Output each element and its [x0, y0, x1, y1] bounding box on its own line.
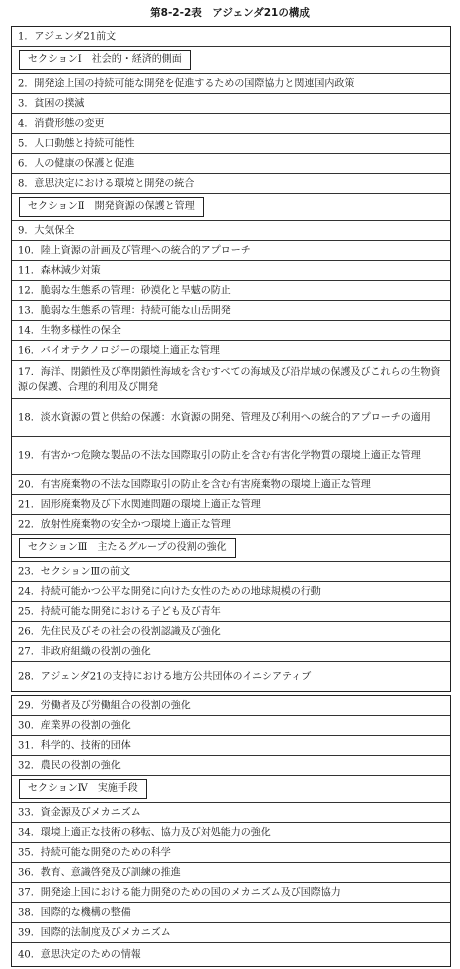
table-row — [12, 642, 450, 662]
table-row — [12, 241, 450, 261]
chapter-label: 2．開発途上国の持続可能な開発を促進するための国際協力と関連国内政策 — [18, 78, 355, 89]
table-row — [12, 943, 450, 966]
chapter-label: 25．持続可能な開発における子ども及び青年 — [18, 606, 221, 617]
chapter-label: 39．国際的法制度及びメカニズム — [18, 927, 171, 938]
section-header-row — [12, 47, 450, 74]
chapter-label: 18．淡水資源の質と供給の保護：水資源の開発、管理及び利用への統合的アプローチの適用 — [18, 412, 431, 423]
table-row — [12, 281, 450, 301]
chapter-label: 4．消費形態の変更 — [18, 118, 105, 129]
agenda-table-part-1 — [11, 26, 451, 692]
table-row — [12, 883, 450, 903]
table-row — [12, 437, 450, 475]
chapter-label: 30．産業界の役割の強化 — [18, 720, 131, 731]
section-header-label: セクションⅢ 主たるグループの役割の強化 — [19, 538, 236, 558]
table-row — [12, 823, 450, 843]
chapter-label: 11．森林減少対策 — [18, 265, 101, 276]
chapter-label: 23．セクションⅢの前文 — [18, 566, 131, 577]
table-row — [12, 261, 450, 281]
table-row — [12, 399, 450, 437]
table-row — [12, 475, 450, 495]
chapter-label: 24．持続可能かつ公平な開発に向けた女性のための地球規模の行動 — [18, 586, 321, 597]
table-row — [12, 843, 450, 863]
table-row — [12, 562, 450, 582]
section-header-label: セクションⅣ 実施手段 — [19, 779, 147, 799]
table-title: 第8-2-2表 アジェンダ21の構成 — [150, 7, 310, 19]
table-row — [12, 736, 450, 756]
chapter-label: 16．バイオテクノロジーの環境上適正な管理 — [18, 345, 220, 356]
chapter-label: 8．意思決定における環境と開発の統合 — [18, 178, 195, 189]
chapter-label: 26．先住民及びその社会の役割認識及び強化 — [18, 626, 221, 637]
chapter-label: 36．教育、意識啓発及び訓練の推進 — [18, 867, 181, 878]
table-row — [12, 515, 450, 535]
chapter-label: 40．意思決定のための情報 — [18, 949, 141, 960]
chapter-label: 32．農民の役割の強化 — [18, 760, 121, 771]
table-row — [12, 134, 450, 154]
table-row — [12, 94, 450, 114]
chapter-label: 22．放射性廃棄物の安全かつ環境上適正な管理 — [18, 519, 231, 530]
chapter-label: 38．国際的な機構の整備 — [18, 907, 131, 918]
table-row — [12, 154, 450, 174]
table-row — [12, 221, 450, 241]
table-row — [12, 696, 450, 716]
chapter-label: 5．人口動態と持続可能性 — [18, 138, 135, 149]
chapter-label: 33．資金源及びメカニズム — [18, 807, 141, 818]
table-row — [12, 174, 450, 194]
chapter-label: 14．生物多様性の保全 — [18, 325, 121, 336]
table-row — [12, 756, 450, 776]
chapter-label: 3．貧困の撲滅 — [18, 98, 85, 109]
chapter-label: 12．脆弱な生態系の管理：砂漠化と旱魃の防止 — [18, 285, 231, 296]
section-header-row — [12, 194, 450, 221]
table-row — [12, 622, 450, 642]
chapter-label: 31．科学的、技術的団体 — [18, 740, 131, 751]
table-row — [12, 582, 450, 602]
chapter-label: 21．固形廃棄物及び下水関連問題の環境上適正な管理 — [18, 499, 261, 510]
table-row — [12, 602, 450, 622]
table-row — [12, 74, 450, 94]
chapter-label: 20．有害廃棄物の不法な国際取引の防止を含む有害廃棄物の環境上適正な管理 — [18, 479, 371, 490]
table-row — [12, 114, 450, 134]
table-row — [12, 923, 450, 943]
chapter-label: 37．開発途上国における能力開発のための国のメカニズム及び国際協力 — [18, 887, 341, 898]
section-header-row — [12, 535, 450, 562]
table-row — [12, 27, 450, 47]
section-header-label: セクションⅡ 開発資源の保護と管理 — [19, 197, 204, 217]
section-header-label: セクションⅠ 社会的・経済的側面 — [19, 50, 191, 70]
chapter-label: 6．人の健康の保護と促進 — [18, 158, 135, 169]
chapter-label: 13．脆弱な生態系の管理：持続可能な山岳開発 — [18, 305, 231, 316]
chapter-label: 35．持続可能な開発のための科学 — [18, 847, 171, 858]
chapter-label: 9．大気保全 — [18, 225, 75, 236]
table-row — [12, 361, 450, 399]
table-row — [12, 495, 450, 515]
chapter-label: 28．アジェンダ21の支持における地方公共団体のイニシアティブ — [18, 671, 312, 682]
table-row — [12, 301, 450, 321]
chapter-label: 17．海洋、閉鎖性及び準閉鎖性海域を含むすべての海域及び沿岸域の保護及びこれらの生物資源の保護、合理的利用及び開発 — [18, 366, 441, 393]
table-row — [12, 803, 450, 823]
chapter-label: 10．陸上資源の計画及び管理への統合的アプローチ — [18, 245, 251, 256]
chapter-label: 29．労働者及び労働組合の役割の強化 — [18, 700, 191, 711]
chapter-label: 27．非政府組織の役割の強化 — [18, 646, 151, 657]
table-row — [12, 716, 450, 736]
chapter-label: 19．有害かつ危険な製品の不法な国際取引の防止を含む有害化学物質の環境上適正な管理 — [18, 450, 421, 461]
table-row — [12, 321, 450, 341]
agenda-table-part-2 — [11, 695, 451, 967]
table-row — [12, 341, 450, 361]
table-row — [12, 903, 450, 923]
chapter-label: 34．環境上適正な技術の移転、協力及び対処能力の強化 — [18, 827, 271, 838]
chapter-label: 1．アジェンダ21前文 — [18, 31, 117, 42]
table-row — [12, 662, 450, 691]
table-row — [12, 863, 450, 883]
section-header-row — [12, 776, 450, 803]
